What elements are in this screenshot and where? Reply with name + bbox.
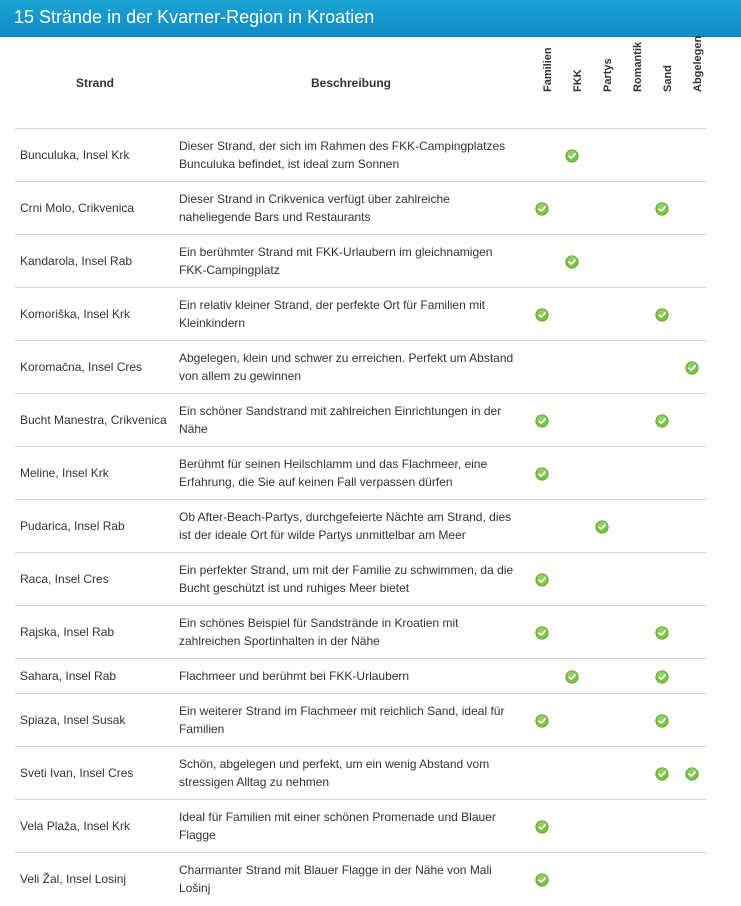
- description-cell: Abgelegen, klein und schwer zu erreichen. Perfekt um Abstand von allem zu gewinnen: [175, 341, 527, 394]
- description-cell: Charmanter Strand mit Blauer Flagge in der Nähe von Mali Lošinj: [175, 853, 527, 906]
- flag-cell-partys: [587, 853, 617, 906]
- check-icon: [535, 873, 549, 887]
- flag-cell-abgelegen: [677, 500, 707, 553]
- description-cell: Ein perfekter Strand, um mit der Familie zu schwimmen, da die Bucht geschützt ist und ruhiges Meer bietet: [175, 553, 527, 606]
- flag-cell-sand: [647, 659, 677, 694]
- title-bar: [0, 0, 741, 37]
- description-cell: Ein schönes Beispiel für Sandstrände in Kroatien mit zahlreichen Sportinhalten in der Nähe: [175, 606, 527, 659]
- flag-cell-abgelegen: [677, 182, 707, 235]
- flag-cell-romantik: [617, 694, 647, 747]
- flag-cell-partys: [587, 341, 617, 394]
- flag-cell-familien: [527, 747, 557, 800]
- header-beschreibung: Beschreibung: [310, 76, 391, 90]
- flag-cell-romantik: [617, 500, 647, 553]
- flag-cell-familien: [527, 129, 557, 182]
- flag-cell-romantik: [617, 129, 647, 182]
- check-icon: [655, 308, 669, 322]
- flag-cell-sand: [647, 553, 677, 606]
- check-icon: [535, 467, 549, 481]
- flag-cell-romantik: [617, 853, 647, 906]
- header-sand: [647, 38, 677, 129]
- flag-cell-romantik: [617, 553, 647, 606]
- description-cell: Dieser Strand in Crikvenica verfügt über zahlreiche naheliegende Bars und Restaurants: [175, 182, 527, 235]
- description-cell: Schön, abgelegen und perfekt, um ein wenig Abstand vom stressigen Alltag zu nehmen: [175, 747, 527, 800]
- flag-cell-romantik: [617, 235, 647, 288]
- flag-cell-partys: [587, 394, 617, 447]
- flag-cell-abgelegen: [677, 747, 707, 800]
- strand-cell: Sveti Ivan, Insel Cres: [15, 747, 175, 800]
- flag-cell-abgelegen: [677, 129, 707, 182]
- description-cell: Ob After-Beach-Partys, durchgefeierte Nächte am Strand, dies ist der ideale Ort für wilde Partys unmittelbar am Meer: [175, 500, 527, 553]
- flag-cell-familien: [527, 341, 557, 394]
- flag-cell-familien: [527, 606, 557, 659]
- header-fkk-label: FKK: [572, 69, 584, 92]
- flag-cell-sand: [647, 288, 677, 341]
- check-icon: [655, 414, 669, 428]
- flag-cell-partys: [587, 288, 617, 341]
- strand-cell: Veli Žal, Insel Losinj: [15, 853, 175, 906]
- page-title: 15 Strände in der Kvarner-Region in Kroatien: [14, 7, 375, 27]
- table-row: [15, 800, 707, 853]
- flag-cell-familien: [527, 659, 557, 694]
- flag-cell-sand: [647, 447, 677, 500]
- flag-cell-sand: [647, 341, 677, 394]
- strand-cell: Komoriška, Insel Krk: [15, 288, 175, 341]
- flag-cell-sand: [647, 853, 677, 906]
- flag-cell-fkk: [557, 182, 587, 235]
- header-partys: [587, 38, 617, 129]
- flag-cell-abgelegen: [677, 853, 707, 906]
- flag-cell-romantik: [617, 447, 647, 500]
- table-row: [15, 606, 707, 659]
- strand-cell: Pudarica, Insel Rab: [15, 500, 175, 553]
- flag-cell-romantik: [617, 182, 647, 235]
- flag-cell-familien: [527, 500, 557, 553]
- flag-cell-fkk: [557, 606, 587, 659]
- header-fkk: [557, 38, 587, 129]
- flag-cell-partys: [587, 182, 617, 235]
- header-familien-label: Familien: [542, 47, 554, 92]
- check-icon: [535, 308, 549, 322]
- flag-cell-sand: [647, 800, 677, 853]
- check-icon: [565, 149, 579, 163]
- flag-cell-partys: [587, 553, 617, 606]
- flag-cell-fkk: [557, 447, 587, 500]
- header-row: [15, 38, 707, 129]
- strand-cell: Crni Molo, Crikvenica: [15, 182, 175, 235]
- flag-cell-partys: [587, 694, 617, 747]
- check-icon: [535, 573, 549, 587]
- flag-cell-abgelegen: [677, 606, 707, 659]
- flag-cell-abgelegen: [677, 694, 707, 747]
- strand-cell: Kandarola, Insel Rab: [15, 235, 175, 288]
- check-icon: [655, 767, 669, 781]
- flag-cell-sand: [647, 606, 677, 659]
- check-icon: [595, 520, 609, 534]
- table-row: [15, 235, 707, 288]
- flag-cell-partys: [587, 235, 617, 288]
- description-cell: Berühmt für seinen Heilschlamm und das Flachmeer, eine Erfahrung, die Sie auf keinen Fall verpassen dürfen: [175, 447, 527, 500]
- table-row: [15, 500, 707, 553]
- beach-table: [15, 35, 707, 906]
- table-row: [15, 853, 707, 906]
- header-partys-label: Partys: [602, 58, 614, 92]
- check-icon: [655, 626, 669, 640]
- flag-cell-sand: [647, 182, 677, 235]
- flag-cell-romantik: [617, 747, 647, 800]
- check-icon: [685, 767, 699, 781]
- flag-cell-familien: [527, 694, 557, 747]
- flag-cell-fkk: [557, 659, 587, 694]
- flag-cell-fkk: [557, 500, 587, 553]
- table-row: [15, 288, 707, 341]
- check-icon: [655, 202, 669, 216]
- flag-cell-romantik: [617, 659, 647, 694]
- description-cell: Ein berühmter Strand mit FKK-Urlaubern im gleichnamigen FKK-Campingplatz: [175, 235, 527, 288]
- check-icon: [655, 670, 669, 684]
- flag-cell-romantik: [617, 341, 647, 394]
- header-romantik-label: Romantik: [632, 41, 644, 92]
- flag-cell-familien: [527, 447, 557, 500]
- description-cell: Ein schöner Sandstrand mit zahlreichen Einrichtungen in der Nähe: [175, 394, 527, 447]
- check-icon: [535, 714, 549, 728]
- flag-cell-sand: [647, 500, 677, 553]
- flag-cell-partys: [587, 129, 617, 182]
- flag-cell-familien: [527, 394, 557, 447]
- header-abgelegen-label: Abgelegen: [692, 35, 704, 92]
- check-icon: [535, 626, 549, 640]
- flag-cell-fkk: [557, 800, 587, 853]
- strand-cell: Bucht Manestra, Crikvenica: [15, 394, 175, 447]
- flag-cell-familien: [527, 853, 557, 906]
- table-row: [15, 394, 707, 447]
- check-icon: [535, 414, 549, 428]
- flag-cell-sand: [647, 394, 677, 447]
- flag-cell-romantik: [617, 288, 647, 341]
- flag-cell-fkk: [557, 341, 587, 394]
- table-row: [15, 694, 707, 747]
- flag-cell-abgelegen: [677, 553, 707, 606]
- header-abgelegen: [677, 35, 707, 129]
- strand-cell: Sahara, Insel Rab: [15, 659, 175, 694]
- description-cell: Flachmeer und berühmt bei FKK-Urlaubern: [175, 659, 527, 694]
- flag-cell-familien: [527, 800, 557, 853]
- table-row: [15, 182, 707, 235]
- flag-cell-abgelegen: [677, 447, 707, 500]
- strand-cell: Meline, Insel Krk: [15, 447, 175, 500]
- flag-cell-sand: [647, 235, 677, 288]
- strand-cell: Spiaza, Insel Susak: [15, 694, 175, 747]
- table-row: [15, 341, 707, 394]
- header-familien: [527, 38, 557, 129]
- flag-cell-abgelegen: [677, 800, 707, 853]
- description-cell: Dieser Strand, der sich im Rahmen des FKK-Campingplatzes Bunculuka befindet, ist ideal zum Sonnen: [175, 129, 527, 182]
- check-icon: [685, 361, 699, 375]
- check-icon: [535, 820, 549, 834]
- flag-cell-sand: [647, 747, 677, 800]
- flag-cell-partys: [587, 747, 617, 800]
- flag-cell-familien: [527, 182, 557, 235]
- header-sand-label: Sand: [662, 65, 674, 92]
- flag-cell-abgelegen: [677, 659, 707, 694]
- strand-cell: Raca, Insel Cres: [15, 553, 175, 606]
- flag-cell-romantik: [617, 800, 647, 853]
- flag-cell-abgelegen: [677, 394, 707, 447]
- flag-cell-partys: [587, 500, 617, 553]
- flag-cell-sand: [647, 129, 677, 182]
- flag-cell-fkk: [557, 288, 587, 341]
- flag-cell-romantik: [617, 394, 647, 447]
- flag-cell-romantik: [617, 606, 647, 659]
- flag-cell-fkk: [557, 394, 587, 447]
- flag-cell-sand: [647, 694, 677, 747]
- table-row: [15, 747, 707, 800]
- table-row: [15, 553, 707, 606]
- flag-cell-familien: [527, 288, 557, 341]
- flag-cell-fkk: [557, 235, 587, 288]
- strand-cell: Koromačna, Insel Cres: [15, 341, 175, 394]
- flag-cell-fkk: [557, 553, 587, 606]
- flag-cell-familien: [527, 553, 557, 606]
- flag-cell-fkk: [557, 694, 587, 747]
- flag-cell-abgelegen: [677, 341, 707, 394]
- flag-cell-partys: [587, 659, 617, 694]
- flag-cell-abgelegen: [677, 288, 707, 341]
- check-icon: [655, 714, 669, 728]
- flag-cell-fkk: [557, 747, 587, 800]
- table-row: [15, 129, 707, 182]
- flag-cell-partys: [587, 447, 617, 500]
- check-icon: [565, 255, 579, 269]
- strand-cell: Bunculuka, Insel Krk: [15, 129, 175, 182]
- description-cell: Ein weiterer Strand im Flachmeer mit reichlich Sand, ideal für Familien: [175, 694, 527, 747]
- strand-cell: Rajska, Insel Rab: [15, 606, 175, 659]
- description-cell: Ideal für Familien mit einer schönen Promenade und Blauer Flagge: [175, 800, 527, 853]
- header-romantik: [617, 38, 647, 129]
- strand-cell: Vela Plaža, Insel Krk: [15, 800, 175, 853]
- check-icon: [535, 202, 549, 216]
- description-cell: Ein relativ kleiner Strand, der perfekte Ort für Familien mit Kleinkindern: [175, 288, 527, 341]
- table-row: [15, 447, 707, 500]
- flag-cell-fkk: [557, 129, 587, 182]
- flag-cell-abgelegen: [677, 235, 707, 288]
- flag-cell-partys: [587, 800, 617, 853]
- flag-cell-fkk: [557, 853, 587, 906]
- flag-cell-familien: [527, 235, 557, 288]
- header-strand: Strand: [75, 76, 114, 90]
- table-row: [15, 659, 707, 694]
- check-icon: [565, 670, 579, 684]
- flag-cell-partys: [587, 606, 617, 659]
